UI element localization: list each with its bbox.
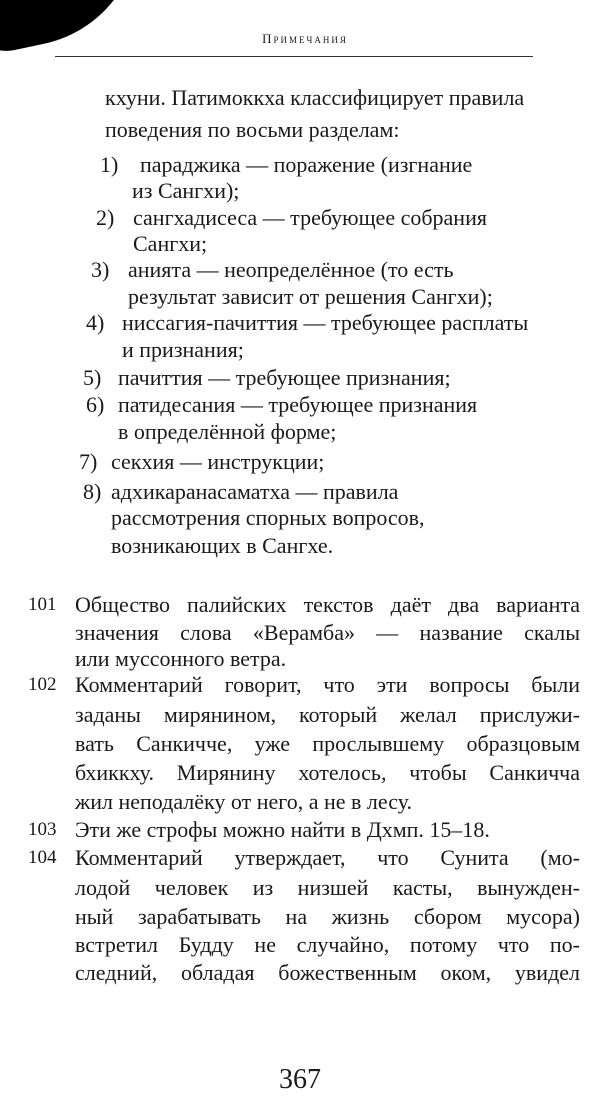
footnote-line: заданы мирянином, который желал прислужи- [75, 702, 580, 727]
footnote-line: Эти же строфы можно найти в Дхмп. 15–18. [75, 817, 490, 842]
running-header: Примечания [262, 31, 348, 46]
list-item-line: возникающих в Сангхе. [111, 533, 334, 558]
footnote-number: 104 [28, 847, 57, 868]
list-item-line: в определённой форме; [118, 419, 337, 444]
list-item-line: из Сангхи); [132, 178, 240, 203]
footnote-line: ный зарабатывать на жизнь сбором мусора) [75, 904, 580, 929]
footnote-line: бхиккху. Мирянину хотелось, чтобы Санкичча [75, 760, 580, 785]
intro-line: поведения по восьми разделам: [105, 117, 400, 142]
list-item-line: адхикаранасаматха — правила [111, 479, 399, 504]
footnote-line: жил неподалёку от него, а не в лесу. [75, 789, 412, 814]
list-item-line: сангхадисеса — требующее собрания [133, 205, 487, 230]
list-number: 5) [83, 365, 102, 390]
footnote-line: или муссонного ветра. [75, 646, 287, 671]
footnote-line: Общество палийских текстов даёт два варианта [75, 592, 580, 617]
header-rule [55, 56, 533, 57]
list-number: 8) [83, 479, 102, 504]
list-item-line: рассмотрения спорных вопросов, [111, 505, 425, 530]
footnote-number: 102 [28, 674, 57, 695]
footnote-line: следний, обладая божественным оком, увидел [75, 960, 580, 985]
list-number: 2) [96, 205, 115, 230]
footnote-number: 103 [28, 819, 57, 840]
scan-shadow [0, 0, 161, 58]
page-number: 367 [279, 1064, 321, 1095]
list-item-line: секхия — инструкции; [111, 449, 325, 474]
list-item-line: Сангхи; [133, 231, 208, 256]
list-item-line: пачиттия — требующее признания; [118, 365, 451, 390]
list-item-line: патидесания — требующее признания [118, 392, 478, 417]
list-number: 3) [91, 257, 110, 282]
footnote-line: встретил Будду не случайно, потому что по- [75, 932, 580, 957]
list-number: 1) [100, 152, 119, 177]
footnote-line: лодой человек из низшей касты, вынужден- [75, 875, 580, 900]
footnote-number: 101 [28, 594, 57, 615]
footnote-line: значения слова «Верамба» — название скалы [75, 620, 580, 645]
footnote-line: Комментарий говорит, что эти вопросы были [75, 672, 580, 697]
list-item-line: ниссагия-пачиттия — требующее расплаты [122, 310, 529, 335]
list-item-line: параджика — поражение (изгнание [140, 152, 473, 177]
footnote-line: Комментарий утверждает, что Сунита (мо- [75, 845, 580, 870]
footnote-line: вать Санкичче, уже прослывшему образцовым [75, 731, 580, 756]
intro-line: кхуни. Патимоккха классифицирует правила [105, 85, 525, 110]
list-number: 6) [86, 392, 105, 417]
list-item-line: и признания; [122, 337, 244, 362]
list-number: 7) [79, 449, 98, 474]
list-item-line: анията — неопределённое (то есть [128, 257, 454, 282]
list-number: 4) [86, 310, 105, 335]
list-item-line: результат зависит от решения Сангхи); [128, 284, 493, 309]
